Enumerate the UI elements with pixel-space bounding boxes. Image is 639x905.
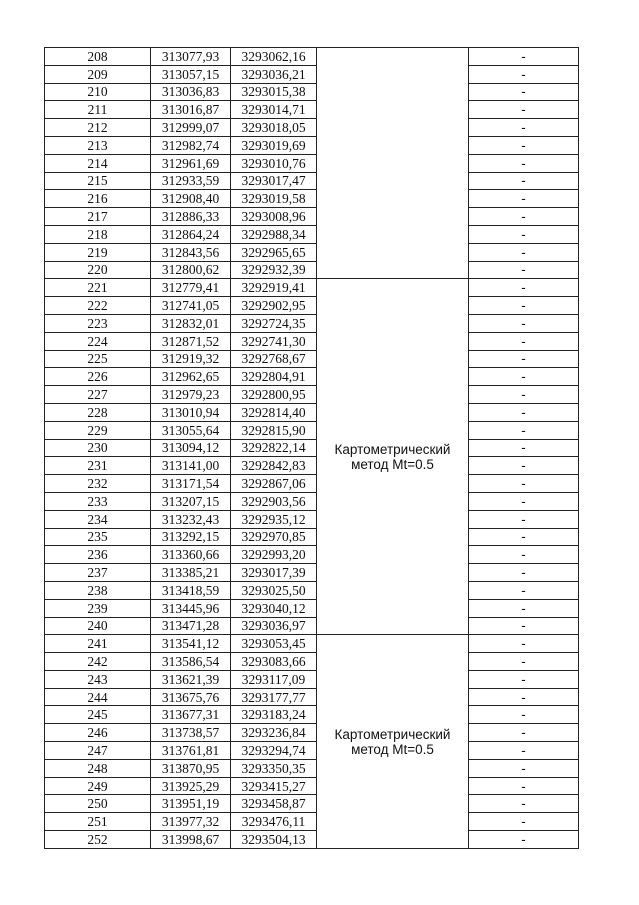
- x-coordinate-cell: 313036,83: [151, 83, 231, 101]
- point-number-cell: 234: [45, 510, 151, 528]
- x-coordinate-cell: 312779,41: [151, 279, 231, 297]
- x-coordinate-cell: 312871,52: [151, 332, 231, 350]
- precision-cell: -: [469, 332, 579, 350]
- x-coordinate-cell: 313677,31: [151, 706, 231, 724]
- x-coordinate-cell: 313094,12: [151, 439, 231, 457]
- precision-cell: -: [469, 457, 579, 475]
- point-number-cell: 248: [45, 759, 151, 777]
- point-number-cell: 225: [45, 350, 151, 368]
- point-number-cell: 221: [45, 279, 151, 297]
- x-coordinate-cell: 312982,74: [151, 136, 231, 154]
- point-number-cell: 222: [45, 297, 151, 315]
- x-coordinate-cell: 313385,21: [151, 564, 231, 582]
- x-coordinate-cell: 313541,12: [151, 635, 231, 653]
- x-coordinate-cell: 313055,64: [151, 421, 231, 439]
- y-coordinate-cell: 3293008,96: [231, 208, 317, 226]
- point-number-cell: 236: [45, 546, 151, 564]
- table-row: [45, 475, 579, 493]
- precision-cell: -: [469, 581, 579, 599]
- table-row: [45, 332, 579, 350]
- y-coordinate-cell: 3292993,20: [231, 546, 317, 564]
- point-number-cell: 227: [45, 386, 151, 404]
- precision-cell: -: [469, 688, 579, 706]
- precision-cell: -: [469, 101, 579, 119]
- x-coordinate-cell: 313471,28: [151, 617, 231, 635]
- table-row: [45, 243, 579, 261]
- point-number-cell: 213: [45, 136, 151, 154]
- table-row: [45, 350, 579, 368]
- x-coordinate-cell: 313077,93: [151, 48, 231, 66]
- precision-cell: -: [469, 421, 579, 439]
- precision-cell: -: [469, 208, 579, 226]
- table-row: [45, 65, 579, 83]
- point-number-cell: 239: [45, 599, 151, 617]
- y-coordinate-cell: 3293062,16: [231, 48, 317, 66]
- point-number-cell: 244: [45, 688, 151, 706]
- point-number-cell: 208: [45, 48, 151, 66]
- y-coordinate-cell: 3293458,87: [231, 795, 317, 813]
- precision-cell: -: [469, 635, 579, 653]
- table-row: [45, 297, 579, 315]
- precision-cell: -: [469, 599, 579, 617]
- precision-cell: -: [469, 225, 579, 243]
- x-coordinate-cell: 313010,94: [151, 403, 231, 421]
- precision-cell: -: [469, 510, 579, 528]
- y-coordinate-cell: 3292965,65: [231, 243, 317, 261]
- y-coordinate-cell: 3292741,30: [231, 332, 317, 350]
- x-coordinate-cell: 313870,95: [151, 759, 231, 777]
- precision-cell: -: [469, 297, 579, 315]
- table-row: [45, 172, 579, 190]
- table-row: [45, 831, 579, 849]
- precision-cell: -: [469, 48, 579, 66]
- point-number-cell: 215: [45, 172, 151, 190]
- point-number-cell: 247: [45, 742, 151, 760]
- x-coordinate-cell: 312962,65: [151, 368, 231, 386]
- precision-cell: -: [469, 368, 579, 386]
- x-coordinate-cell: 313998,67: [151, 831, 231, 849]
- precision-cell: -: [469, 350, 579, 368]
- point-number-cell: 243: [45, 670, 151, 688]
- x-coordinate-cell: 312933,59: [151, 172, 231, 190]
- y-coordinate-cell: 3292724,35: [231, 314, 317, 332]
- precision-cell: -: [469, 386, 579, 404]
- y-coordinate-cell: 3293476,11: [231, 813, 317, 831]
- y-coordinate-cell: 3293177,77: [231, 688, 317, 706]
- x-coordinate-cell: 313445,96: [151, 599, 231, 617]
- x-coordinate-cell: 313171,54: [151, 475, 231, 493]
- point-number-cell: 210: [45, 83, 151, 101]
- x-coordinate-cell: 312864,24: [151, 225, 231, 243]
- y-coordinate-cell: 3293504,13: [231, 831, 317, 849]
- point-number-cell: 232: [45, 475, 151, 493]
- x-coordinate-cell: 313621,39: [151, 670, 231, 688]
- method-cell: Картометрический метод Mt=0.5: [317, 635, 469, 849]
- precision-cell: -: [469, 653, 579, 671]
- y-coordinate-cell: 3292804,91: [231, 368, 317, 386]
- precision-cell: -: [469, 617, 579, 635]
- point-number-cell: 209: [45, 65, 151, 83]
- table-row: [45, 119, 579, 137]
- precision-cell: -: [469, 546, 579, 564]
- precision-cell: -: [469, 706, 579, 724]
- y-coordinate-cell: 3293294,74: [231, 742, 317, 760]
- y-coordinate-cell: 3293415,27: [231, 777, 317, 795]
- table-row: [45, 136, 579, 154]
- y-coordinate-cell: 3293117,09: [231, 670, 317, 688]
- x-coordinate-cell: 312741,05: [151, 297, 231, 315]
- point-number-cell: 226: [45, 368, 151, 386]
- table-row: [45, 510, 579, 528]
- table-row: [45, 795, 579, 813]
- y-coordinate-cell: 3293040,12: [231, 599, 317, 617]
- precision-cell: -: [469, 564, 579, 582]
- x-coordinate-cell: 313207,15: [151, 492, 231, 510]
- y-coordinate-cell: 3292988,34: [231, 225, 317, 243]
- precision-cell: -: [469, 261, 579, 279]
- point-number-cell: 217: [45, 208, 151, 226]
- table-row: [45, 457, 579, 475]
- y-coordinate-cell: 3293015,38: [231, 83, 317, 101]
- table-row: [45, 48, 579, 66]
- x-coordinate-cell: 313141,00: [151, 457, 231, 475]
- precision-cell: -: [469, 172, 579, 190]
- table-row: [45, 101, 579, 119]
- table-row: [45, 439, 579, 457]
- x-coordinate-cell: 313418,59: [151, 581, 231, 599]
- y-coordinate-cell: 3293017,39: [231, 564, 317, 582]
- x-coordinate-cell: 312832,01: [151, 314, 231, 332]
- point-number-cell: 229: [45, 421, 151, 439]
- y-coordinate-cell: 3292970,85: [231, 528, 317, 546]
- y-coordinate-cell: 3292814,40: [231, 403, 317, 421]
- x-coordinate-cell: 313016,87: [151, 101, 231, 119]
- table-row: [45, 314, 579, 332]
- point-number-cell: 241: [45, 635, 151, 653]
- x-coordinate-cell: 313232,43: [151, 510, 231, 528]
- method-cell: [317, 48, 469, 279]
- y-coordinate-cell: 3292932,39: [231, 261, 317, 279]
- point-number-cell: 228: [45, 403, 151, 421]
- y-coordinate-cell: 3292815,90: [231, 421, 317, 439]
- table-row: [45, 724, 579, 742]
- y-coordinate-cell: 3293025,50: [231, 581, 317, 599]
- point-number-cell: 224: [45, 332, 151, 350]
- x-coordinate-cell: 312886,33: [151, 208, 231, 226]
- table-row: [45, 492, 579, 510]
- y-coordinate-cell: 3292800,95: [231, 386, 317, 404]
- table-row: [45, 564, 579, 582]
- point-number-cell: 219: [45, 243, 151, 261]
- x-coordinate-cell: 312979,23: [151, 386, 231, 404]
- point-number-cell: 240: [45, 617, 151, 635]
- x-coordinate-cell: 312919,32: [151, 350, 231, 368]
- table-row: [45, 635, 579, 653]
- precision-cell: -: [469, 65, 579, 83]
- table-row: [45, 813, 579, 831]
- method-cell: Картометрический метод Mt=0.5: [317, 279, 469, 635]
- x-coordinate-cell: 312800,62: [151, 261, 231, 279]
- table-row: [45, 688, 579, 706]
- x-coordinate-cell: 313977,32: [151, 813, 231, 831]
- coordinates-table: [44, 47, 579, 849]
- table-row: [45, 599, 579, 617]
- precision-cell: -: [469, 795, 579, 813]
- y-coordinate-cell: 3293017,47: [231, 172, 317, 190]
- point-number-cell: 235: [45, 528, 151, 546]
- point-number-cell: 251: [45, 813, 151, 831]
- precision-cell: -: [469, 475, 579, 493]
- precision-cell: -: [469, 742, 579, 760]
- point-number-cell: 237: [45, 564, 151, 582]
- precision-cell: -: [469, 528, 579, 546]
- precision-cell: -: [469, 136, 579, 154]
- y-coordinate-cell: 3293014,71: [231, 101, 317, 119]
- precision-cell: -: [469, 759, 579, 777]
- table-row: [45, 190, 579, 208]
- y-coordinate-cell: 3292919,41: [231, 279, 317, 297]
- table-row: [45, 670, 579, 688]
- table-row: [45, 421, 579, 439]
- precision-cell: -: [469, 83, 579, 101]
- x-coordinate-cell: 313925,29: [151, 777, 231, 795]
- point-number-cell: 245: [45, 706, 151, 724]
- y-coordinate-cell: 3293019,58: [231, 190, 317, 208]
- x-coordinate-cell: 313761,81: [151, 742, 231, 760]
- precision-cell: -: [469, 777, 579, 795]
- point-number-cell: 216: [45, 190, 151, 208]
- table-row: [45, 759, 579, 777]
- table-row: [45, 261, 579, 279]
- y-coordinate-cell: 3292902,95: [231, 297, 317, 315]
- point-number-cell: 249: [45, 777, 151, 795]
- table-row: [45, 581, 579, 599]
- x-coordinate-cell: 313057,15: [151, 65, 231, 83]
- x-coordinate-cell: 313675,76: [151, 688, 231, 706]
- table-row: [45, 154, 579, 172]
- precision-cell: -: [469, 670, 579, 688]
- table-row: [45, 386, 579, 404]
- table-row: [45, 528, 579, 546]
- table-row: [45, 653, 579, 671]
- table-row: [45, 777, 579, 795]
- x-coordinate-cell: 313951,19: [151, 795, 231, 813]
- table-row: [45, 546, 579, 564]
- precision-cell: -: [469, 154, 579, 172]
- y-coordinate-cell: 3293053,45: [231, 635, 317, 653]
- y-coordinate-cell: 3293083,66: [231, 653, 317, 671]
- x-coordinate-cell: 313292,15: [151, 528, 231, 546]
- point-number-cell: 246: [45, 724, 151, 742]
- point-number-cell: 252: [45, 831, 151, 849]
- point-number-cell: 223: [45, 314, 151, 332]
- table-row: [45, 225, 579, 243]
- point-number-cell: 220: [45, 261, 151, 279]
- table-row: [45, 742, 579, 760]
- table-row: [45, 617, 579, 635]
- x-coordinate-cell: 312961,69: [151, 154, 231, 172]
- precision-cell: -: [469, 439, 579, 457]
- precision-cell: -: [469, 243, 579, 261]
- y-coordinate-cell: 3292867,06: [231, 475, 317, 493]
- y-coordinate-cell: 3293010,76: [231, 154, 317, 172]
- point-number-cell: 250: [45, 795, 151, 813]
- y-coordinate-cell: 3292842,83: [231, 457, 317, 475]
- table-row: [45, 403, 579, 421]
- point-number-cell: 230: [45, 439, 151, 457]
- precision-cell: -: [469, 314, 579, 332]
- coordinates-table-body: [45, 48, 579, 849]
- x-coordinate-cell: 313738,57: [151, 724, 231, 742]
- point-number-cell: 242: [45, 653, 151, 671]
- precision-cell: -: [469, 279, 579, 297]
- table-row: [45, 279, 579, 297]
- table-row: [45, 368, 579, 386]
- point-number-cell: 238: [45, 581, 151, 599]
- point-number-cell: 212: [45, 119, 151, 137]
- table-row: [45, 83, 579, 101]
- y-coordinate-cell: 3292935,12: [231, 510, 317, 528]
- y-coordinate-cell: 3293019,69: [231, 136, 317, 154]
- y-coordinate-cell: 3292768,67: [231, 350, 317, 368]
- x-coordinate-cell: 313586,54: [151, 653, 231, 671]
- point-number-cell: 214: [45, 154, 151, 172]
- y-coordinate-cell: 3293350,35: [231, 759, 317, 777]
- y-coordinate-cell: 3293018,05: [231, 119, 317, 137]
- table-row: [45, 208, 579, 226]
- y-coordinate-cell: 3292903,56: [231, 492, 317, 510]
- y-coordinate-cell: 3293036,97: [231, 617, 317, 635]
- x-coordinate-cell: 312908,40: [151, 190, 231, 208]
- precision-cell: -: [469, 403, 579, 421]
- point-number-cell: 233: [45, 492, 151, 510]
- x-coordinate-cell: 312843,56: [151, 243, 231, 261]
- x-coordinate-cell: 313360,66: [151, 546, 231, 564]
- point-number-cell: 211: [45, 101, 151, 119]
- precision-cell: -: [469, 119, 579, 137]
- x-coordinate-cell: 312999,07: [151, 119, 231, 137]
- precision-cell: -: [469, 724, 579, 742]
- point-number-cell: 218: [45, 225, 151, 243]
- y-coordinate-cell: 3293036,21: [231, 65, 317, 83]
- precision-cell: -: [469, 190, 579, 208]
- y-coordinate-cell: 3292822,14: [231, 439, 317, 457]
- point-number-cell: 231: [45, 457, 151, 475]
- precision-cell: -: [469, 492, 579, 510]
- precision-cell: -: [469, 813, 579, 831]
- y-coordinate-cell: 3293183,24: [231, 706, 317, 724]
- y-coordinate-cell: 3293236,84: [231, 724, 317, 742]
- precision-cell: -: [469, 831, 579, 849]
- table-row: [45, 706, 579, 724]
